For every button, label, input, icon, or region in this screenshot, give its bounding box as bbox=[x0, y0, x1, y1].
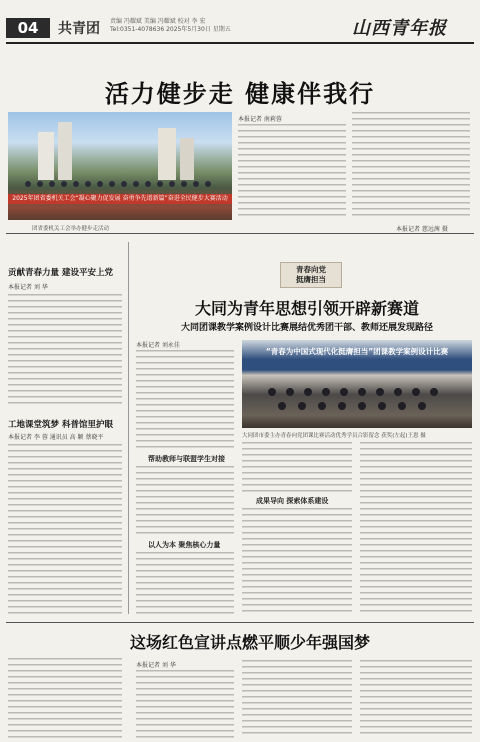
contact-line: Tel:0351-4078636 2025年5月30日 星期五 bbox=[110, 26, 231, 33]
feature-group-graphic bbox=[242, 340, 472, 428]
feature-text-col2b bbox=[242, 508, 352, 614]
top-story-byline: 本报记者 南莉蓉 bbox=[238, 116, 282, 123]
feature-text-col1b bbox=[136, 466, 234, 536]
left-story1-title: 贡献青春力量 建设平安上党 bbox=[8, 268, 113, 278]
feature-text-col3 bbox=[360, 442, 472, 614]
feature-subheadline: 大同团课教学案例设计比赛展结优秀团干部、教师还展发现路径 bbox=[180, 323, 433, 333]
left-story2-text bbox=[8, 444, 122, 614]
bottom-rule bbox=[6, 622, 474, 623]
kicker-line1: 青春向党 bbox=[296, 265, 326, 274]
feature-byline: 本报记者 刘永佳 bbox=[136, 342, 180, 349]
top-story-photo-credit: 本报记者 慈远茜 摄 bbox=[396, 226, 448, 233]
feature-photo bbox=[242, 340, 472, 428]
feature-kicker bbox=[280, 262, 342, 288]
left-story1-byline: 本报记者 刘 华 bbox=[8, 284, 48, 291]
top-story-headline: 活力健步走 健康伴我行 bbox=[104, 80, 376, 108]
feature-photo-caption: 大同团市委主办青春向党团课比赛活动优秀学员合影留念 获奖(左起)王恩 摄 bbox=[242, 433, 426, 439]
top-story-rule bbox=[6, 233, 474, 234]
feature-subtitle-2: 以人为本 聚焦核心力量 bbox=[148, 541, 221, 549]
left-story1-text bbox=[8, 294, 122, 406]
column-divider bbox=[128, 242, 129, 614]
bottom-text-col0 bbox=[8, 658, 122, 738]
bottom-text-col2 bbox=[242, 660, 352, 738]
feature-text-col2a bbox=[242, 442, 352, 492]
bottom-text-col1 bbox=[136, 670, 234, 738]
feature-headline: 大同为青年思想引领开辟新赛道 bbox=[194, 299, 419, 318]
feature-text-col1a bbox=[136, 350, 234, 450]
feature-text-col1c bbox=[136, 552, 234, 614]
section-title: 共青团 bbox=[58, 21, 100, 37]
page-number: 04 bbox=[6, 18, 50, 38]
top-story-photo bbox=[8, 112, 232, 220]
photo-banner-text: 2025年团省委机关工会“凝心聚力促发展 奋勇争先谱新篇”奋进全民健步大赛活动 bbox=[8, 194, 232, 204]
kicker-line2: 挺膺担当 bbox=[296, 275, 326, 284]
editor-line: 责编 冯耀斌 美编 冯耀斌 校对 李 宏 bbox=[110, 18, 206, 25]
bottom-story-headline: 这场红色宣讲点燃平顺少年强国梦 bbox=[129, 633, 370, 652]
left-story2-byline: 本报记者 李 蓉 通讯员 高 颖 蔡晓平 bbox=[8, 434, 104, 441]
feature-photo-banner: “青春为中国式现代化挺膺担当”团课教学案例设计比赛 bbox=[265, 347, 449, 356]
feature-subtitle-3: 成果导向 探索体系建设 bbox=[256, 497, 329, 505]
header-rule bbox=[6, 42, 474, 44]
masthead-meta bbox=[110, 18, 231, 34]
feature-subtitle-1: 帮助教师与联盟学生对接 bbox=[148, 455, 225, 463]
left-story2-title: 工地课堂筑梦 科普馆里护眼 bbox=[8, 420, 113, 430]
bottom-story-byline: 本报记者 刘 华 bbox=[136, 662, 176, 669]
top-story-text-col1 bbox=[238, 124, 346, 220]
top-photo-caption: 团省委机关工会举办健步走活动 bbox=[32, 226, 110, 232]
bottom-text-col3 bbox=[360, 660, 472, 738]
newspaper-logo: 山西青年报 bbox=[352, 18, 447, 39]
top-story-text-col2 bbox=[352, 112, 470, 220]
